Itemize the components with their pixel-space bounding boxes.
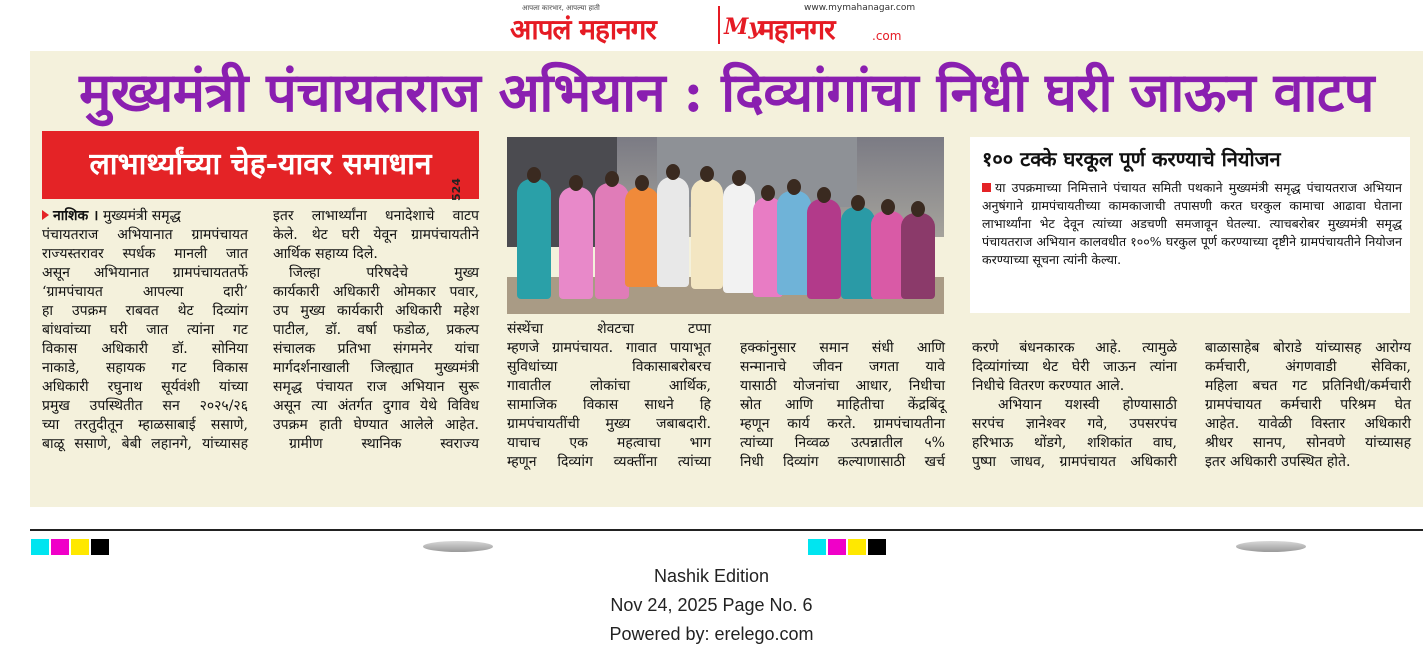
registration-swatch-black	[868, 539, 886, 555]
bullet-square-icon	[982, 183, 991, 192]
column-line: इतर अधिकारी उपस्थित होते.	[1205, 454, 1351, 470]
photo-person	[901, 213, 935, 299]
column-line: अधिकारी रघुनाथ सूर्यवंशी यांच्या	[42, 379, 248, 395]
article-column-4	[740, 339, 945, 472]
edition-date-page: Nov 24, 2025 Page No. 6	[610, 595, 813, 615]
column-line-text: मुख्यमंत्री समृद्ध	[102, 208, 181, 224]
logo-marathi-text: आपलं महानगर	[510, 13, 656, 46]
column-line: श्रीधर सानप, सोनवणे यांच्यासह	[1205, 435, 1411, 451]
photo-person-head	[761, 185, 775, 201]
column-line: असून त्या अंतर्गत दुगाव येथे विविध	[273, 398, 479, 414]
registration-swatch-yellow	[71, 539, 89, 555]
photo-person-head	[527, 167, 541, 183]
column-line: पुष्पा जाधव, ग्रामपंचायत अधिकारी	[972, 454, 1177, 470]
photo-person	[559, 187, 593, 299]
column-line: हरिभाऊ थोंडगे, शशिकांत वाघ,	[972, 435, 1177, 451]
logo-mahanagar-text: महानगर	[758, 13, 835, 46]
sidebar-box	[970, 137, 1410, 313]
logo-com-text: .com	[872, 29, 902, 43]
registration-swatch-yellow	[848, 539, 866, 555]
column-line: मार्गदर्शनाखाली जिल्ह्यात मुख्यमंत्री	[273, 360, 479, 376]
column-line: करणे बंधनकारक आहे. त्यामुळे	[972, 340, 1177, 356]
photo-person-head	[700, 166, 714, 182]
column-line: म्हणून दिव्यांग व्यक्तींना त्यांच्या	[507, 454, 711, 470]
column-line: सन्मानाचे जीवन जगता यावे	[740, 359, 945, 375]
photo-person-head	[851, 195, 865, 211]
column-line: सरपंच ज्ञानेश्वर गवे, उपसरपंच	[972, 416, 1177, 432]
photo-person-head	[666, 164, 680, 180]
article-column-5	[972, 339, 1177, 472]
photo-person	[657, 177, 689, 287]
column-line: प्रमुख उपस्थितीत सन २०२५/२६	[42, 398, 248, 414]
column-line: उप मुख्य कार्यकारी अधिकारी महेश	[273, 303, 479, 319]
photo-person	[595, 183, 629, 299]
photo-person-head	[635, 175, 649, 191]
subheadline-banner: लाभार्थ्यांच्या चेह-यावर समाधान	[42, 131, 479, 199]
column-line: स्रोत आणि माहितीचा केंद्रबिंदू	[740, 397, 945, 413]
column-line: ग्रामीण स्थानिक स्वराज्य	[289, 436, 479, 452]
article-column-6	[1205, 339, 1411, 472]
column-line: सुविधांच्या विकासाबरोबरच	[507, 359, 711, 375]
aapla-mahanagar-logo	[508, 2, 716, 46]
photo-person	[723, 183, 755, 293]
registration-ellipse	[423, 541, 493, 552]
photo-person-head	[732, 170, 746, 186]
column-line: ग्रामपंचायतींची मुख्य जबाबदारी.	[507, 416, 711, 432]
sidebar-box-text: या उपक्रमाच्या निमित्ताने पंचायत समिती पथकाने मुख्यमंत्री समृद्ध पंचायतराज अभियान अनुषंगाने ग्रामपंचायतीच्या कामकाजाची तपासणी करत घरकुल कामाचा आढावा घेताना लाभार्थ्यांना भेट देवून त्यांच्या अडचणी समजावून घेतल्या. त्याचबरोबर मुख्यमंत्री समृद्ध पंचायतराज अभियान कालवधीत १००% घरकुल पूर्ण करण्याच्या दृष्टीने ग्रामपंचायतीने नियोजन करण्याच्या सूचना त्यांनी केल्या.	[982, 180, 1402, 267]
registration-ellipse	[1236, 541, 1306, 552]
photo-person-head	[911, 201, 925, 217]
column-line: हक्कांनुसार समान संधी आणि	[740, 340, 945, 356]
column-line: निधीचे वितरण करण्यात आले.	[972, 378, 1125, 394]
logo-url: www.mymahanagar.com	[804, 3, 916, 13]
column-line: ग्रामपंचायत कर्मचारी परिश्रम घेत	[1205, 397, 1411, 413]
powered-by-link[interactable]: Powered by: erelego.com	[609, 624, 814, 644]
sidebar-box-title: १०० टक्के घरकूल पूर्ण करण्याचे नियोजन	[982, 147, 1281, 171]
column-line: उपक्रम हाती घेण्यात आलेले आहेत.	[273, 417, 479, 433]
sidebar-box-body	[982, 179, 1402, 269]
photo-person-head	[787, 179, 801, 195]
column-line: म्हणजे ग्रामपंचायत. गावात पायाभूत	[507, 340, 711, 356]
edition-footer	[0, 562, 1423, 649]
column-line: अभियान यशस्वी होण्यासाठी	[998, 397, 1177, 413]
column-line: केले. थेट घरी येवून ग्रामपंचायतीने	[273, 227, 479, 243]
column-line: बाळू ससाणे, बेबी लहानगे, यांच्यासह	[42, 436, 248, 452]
masthead	[508, 2, 916, 46]
column-line: महिला बचत गट प्रतिनिधी/कर्मचारी	[1205, 378, 1411, 394]
column-line: हा उपक्रम राबवत थेट दिव्यांग	[42, 303, 248, 319]
column-line	[42, 207, 248, 226]
registration-swatch-cyan	[808, 539, 826, 555]
registration-swatch-magenta	[828, 539, 846, 555]
logo-my-text: My	[724, 14, 762, 40]
column-line: आहेत. यावेळी विस्तार अधिकारी	[1205, 416, 1411, 432]
dateline: नाशिक ।	[53, 208, 99, 224]
photo-person	[871, 211, 905, 299]
article-column-3	[507, 320, 711, 472]
article-photo	[507, 137, 944, 314]
column-line: कर्मचारी, अंगणवाडी सेविका,	[1205, 359, 1411, 375]
column-line: सामाजिक विकास साधने हि	[507, 397, 711, 413]
logo-divider	[718, 6, 720, 44]
column-line: यासाठी योजनांचा आधार, निधीचा	[740, 378, 945, 394]
column-line: समृद्ध पंचायत राज अभियान सुरू	[273, 379, 479, 395]
column-line: ‘ग्रामपंचायत आपल्या दारी’	[42, 284, 248, 300]
column-line: बांधवांच्या घरी जात त्यांना गट	[42, 322, 248, 338]
photo-code: 524	[450, 178, 463, 201]
photo-person	[841, 207, 875, 299]
page-bottom-rule	[30, 529, 1423, 531]
photo-person	[517, 179, 551, 299]
registration-swatch-black	[91, 539, 109, 555]
article-column-1	[42, 207, 248, 454]
photo-person-head	[817, 187, 831, 203]
photo-person-head	[569, 175, 583, 191]
column-line: विकास अधिकारी डॉ. सोनिया	[42, 341, 248, 357]
dateline-arrow-icon	[42, 210, 49, 220]
column-line: दिव्यांगांच्या थेट घेरी जाऊन त्यांना	[972, 359, 1177, 375]
my-mahanagar-logo	[722, 2, 916, 46]
photo-person-head	[881, 199, 895, 215]
column-line: गावातील लोकांचा आर्थिक,	[507, 378, 711, 394]
column-line: च्या तरतुदीतून म्हाळसाबाई ससाणे,	[42, 417, 248, 433]
column-line: बाळासाहेब बोराडे यांच्यासह आरोग्य	[1205, 340, 1411, 356]
column-line: असून अभियानात ग्रामपंचायततर्फे	[42, 265, 248, 281]
column-line: नाकाडे, सहायक गट विकास	[42, 360, 248, 376]
registration-swatch-magenta	[51, 539, 69, 555]
photo-person	[807, 199, 841, 299]
column-line: पंचायतराज अभियानात ग्रामपंचायत	[42, 227, 248, 243]
column-line: संचालक प्रतिभा संगमनेर यांचा	[273, 341, 479, 357]
column-line: याचाच एक महत्वाचा भाग	[507, 435, 711, 451]
column-line: राज्यस्तरावर स्पर्धक मानली जात	[42, 246, 248, 262]
column-line: त्यांच्या निव्वळ उत्पन्नातील ५%	[740, 435, 945, 451]
edition-name: Nashik Edition	[653, 566, 770, 586]
column-line: आर्थिक सहाय्य दिले.	[273, 246, 378, 262]
news-clipping	[30, 51, 1423, 507]
article-column-2	[273, 207, 479, 454]
photo-person	[691, 179, 723, 289]
photo-person	[625, 187, 659, 287]
column-line: निधी दिव्यांग कल्याणासाठी खर्च	[740, 454, 945, 470]
column-line: इतर लाभार्थ्यांना धनादेशाचे वाटप	[273, 208, 479, 224]
column-line: जिल्हा परिषदेचे मुख्य	[289, 265, 479, 281]
headline: मुख्यमंत्री पंचायतराज अभियान : दिव्यांगांचा निधी घरी जाऊन वाटप	[79, 60, 1374, 124]
registration-swatch-cyan	[31, 539, 49, 555]
column-line: पाटील, डॉ. वर्षा फडोळ, प्रकल्प	[273, 322, 479, 338]
column-line: म्हणून कार्य करते. ग्रामपंचायतीना	[740, 416, 945, 432]
column-line: संस्थेंचा शेवटचा टप्पा	[507, 321, 711, 337]
photo-person-head	[605, 171, 619, 187]
logo-tagline: आपला कारभार, आपल्या हाती	[522, 4, 600, 12]
photo-person	[777, 191, 811, 295]
column-line: कार्यकारी अधिकारी ओमकार पवार,	[273, 284, 479, 300]
